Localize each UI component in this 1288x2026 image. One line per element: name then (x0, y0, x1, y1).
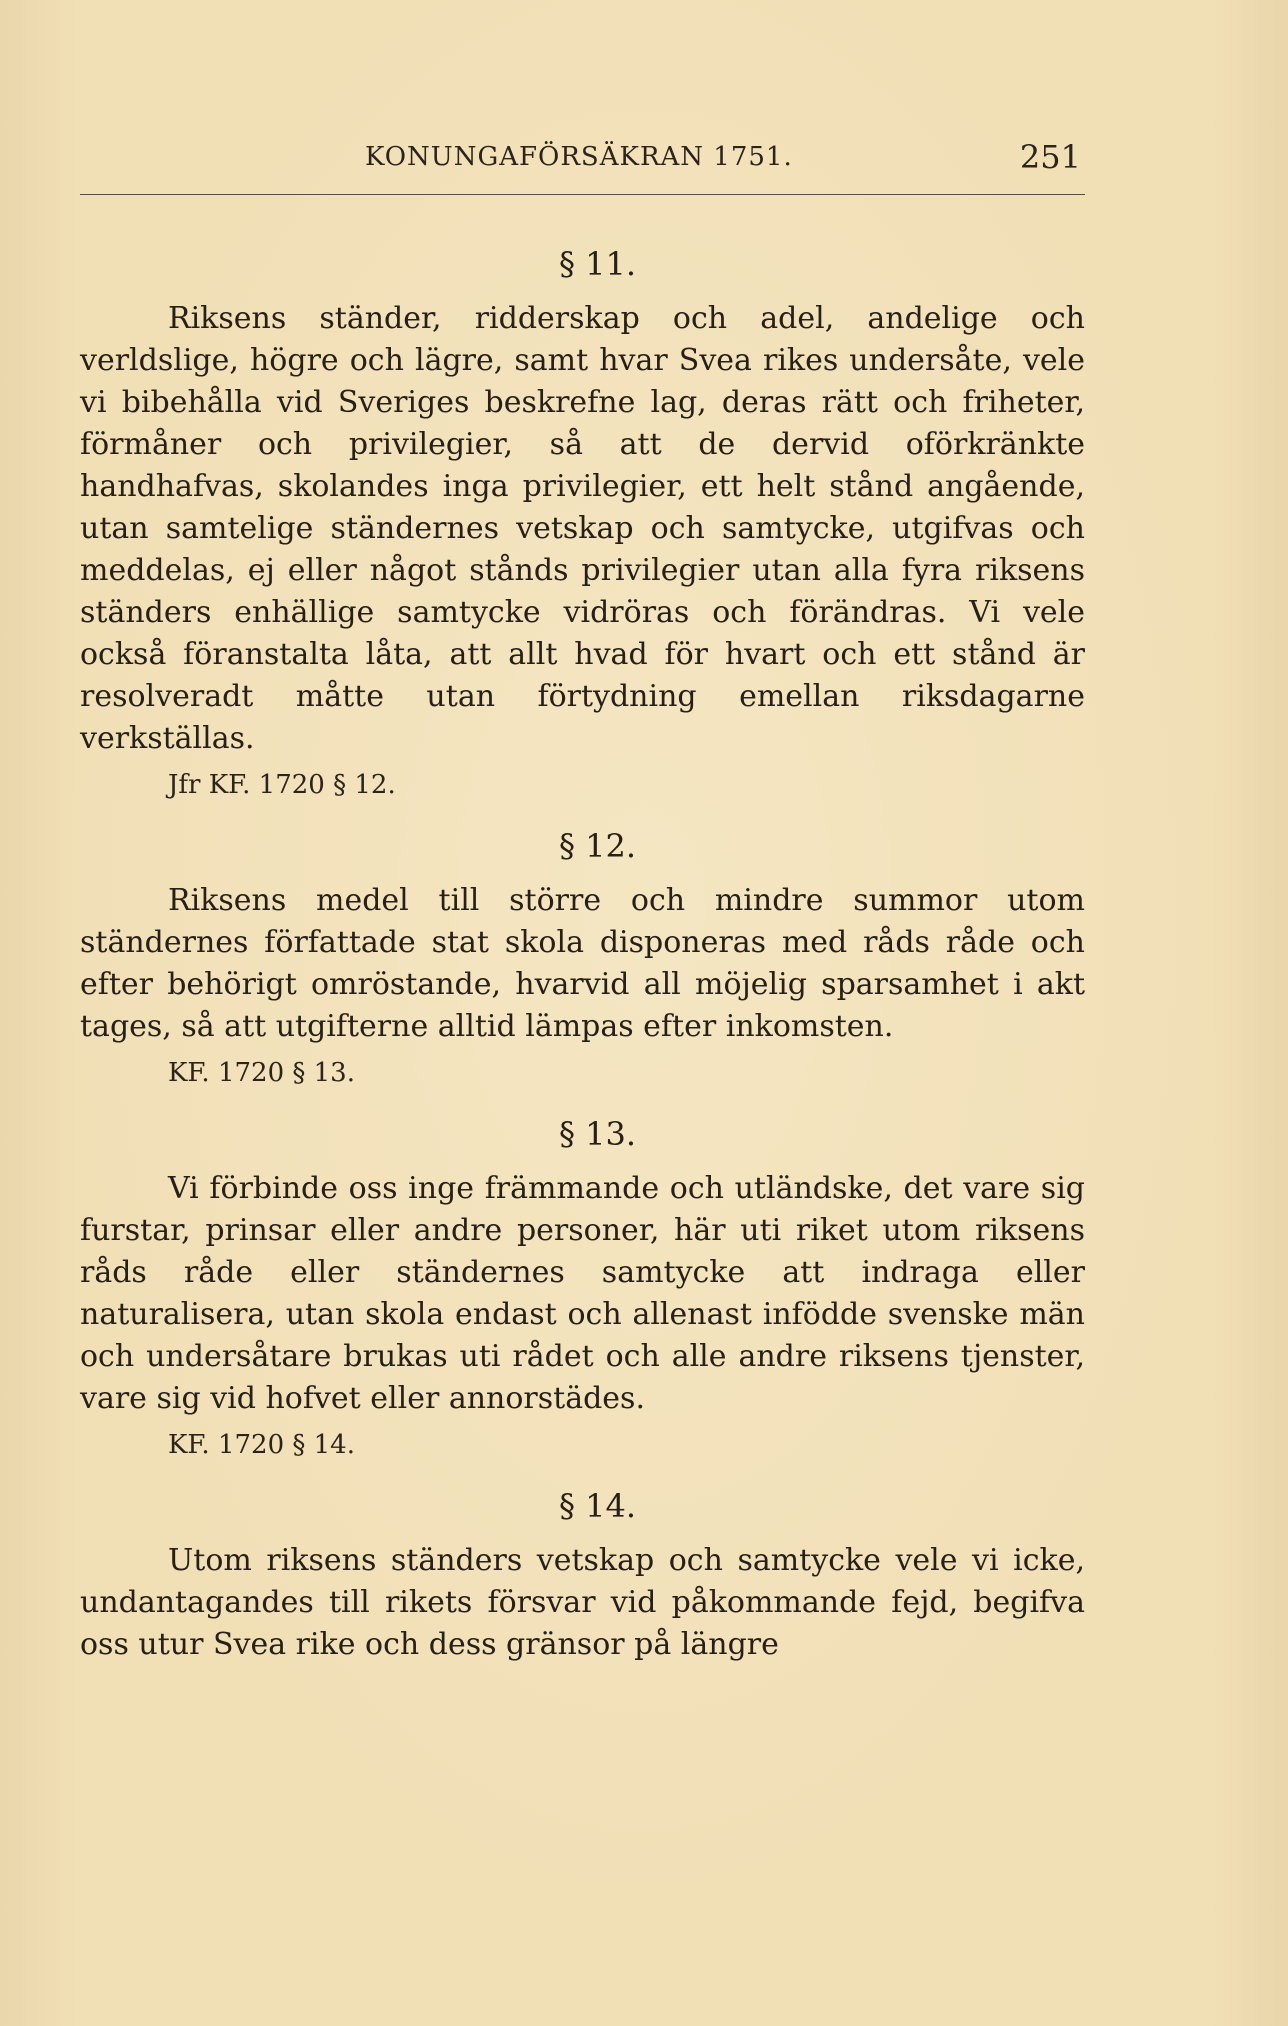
section-heading: § 11. (558, 245, 637, 283)
body-text (80, 244, 1085, 1666)
header-rule (80, 194, 1085, 195)
page-number: 251 (1019, 138, 1081, 176)
section-reference: KF. 1720 § 13. (168, 1058, 355, 1088)
section-13 (80, 1114, 1085, 1464)
section-reference: KF. 1720 § 14. (168, 1430, 355, 1460)
section-14 (80, 1486, 1085, 1666)
running-head (80, 138, 1085, 182)
section-paragraph: Utom riksens ständers vetskap och samtycke vele vi icke, undantagandes till rikets försvar vid påkommande fejd, begifva oss utur Svea rike och dess gränsor på längre (80, 1543, 1085, 1662)
section-11 (80, 244, 1085, 804)
section-paragraph: Vi förbinde oss inge främmande och utländske, det vare sig furstar, prinsar eller andre personer, här uti riket utom riksens råds råde eller ständernes samtycke att indraga eller naturalisera, utan skola endast och allenast infödde svenske män och undersåtare brukas uti rådet och alle andre riksens tjenster, vare sig vid hofvet eller annorstädes. (80, 1171, 1085, 1416)
section-heading: § 13. (558, 1115, 637, 1153)
section-heading: § 14. (558, 1487, 637, 1525)
section-paragraph: Riksens ständer, ridderskap och adel, andelige och verldslige, högre och lägre, samt hvar Svea rikes undersåte, vele vi bibehålla vid Sveriges beskrefne lag, deras rätt och friheter, förmåner och privilegier, så att de dervid oförkränkte handhafvas, skolandes inga privilegier, ett helt stånd angående, utan samtelige ständernes vetskap och samtycke, utgifvas och meddelas, ej eller något stånds privilegier utan alla fyra riksens ständers enhällige samtycke vidröras och förändras. Vi vele också föranstalta låta, att allt hvad för hvart och ett stånd är resolveradt måtte utan förtydning emellan riksdagarne verkställas. (80, 301, 1085, 756)
section-reference: Jfr KF. 1720 § 12. (168, 770, 396, 800)
book-page (80, 0, 1085, 2026)
section-paragraph: Riksens medel till större och mindre summor utom ständernes författade stat skola disponeras med råds råde och efter behörigt omröstande, hvarvid all möjelig sparsamhet i akt tages, så att utgifterne alltid lämpas efter inkomsten. (80, 883, 1085, 1044)
section-heading: § 12. (558, 827, 637, 865)
running-title: KONUNGAFÖRSÄKRAN 1751. (365, 142, 793, 172)
section-12 (80, 826, 1085, 1092)
